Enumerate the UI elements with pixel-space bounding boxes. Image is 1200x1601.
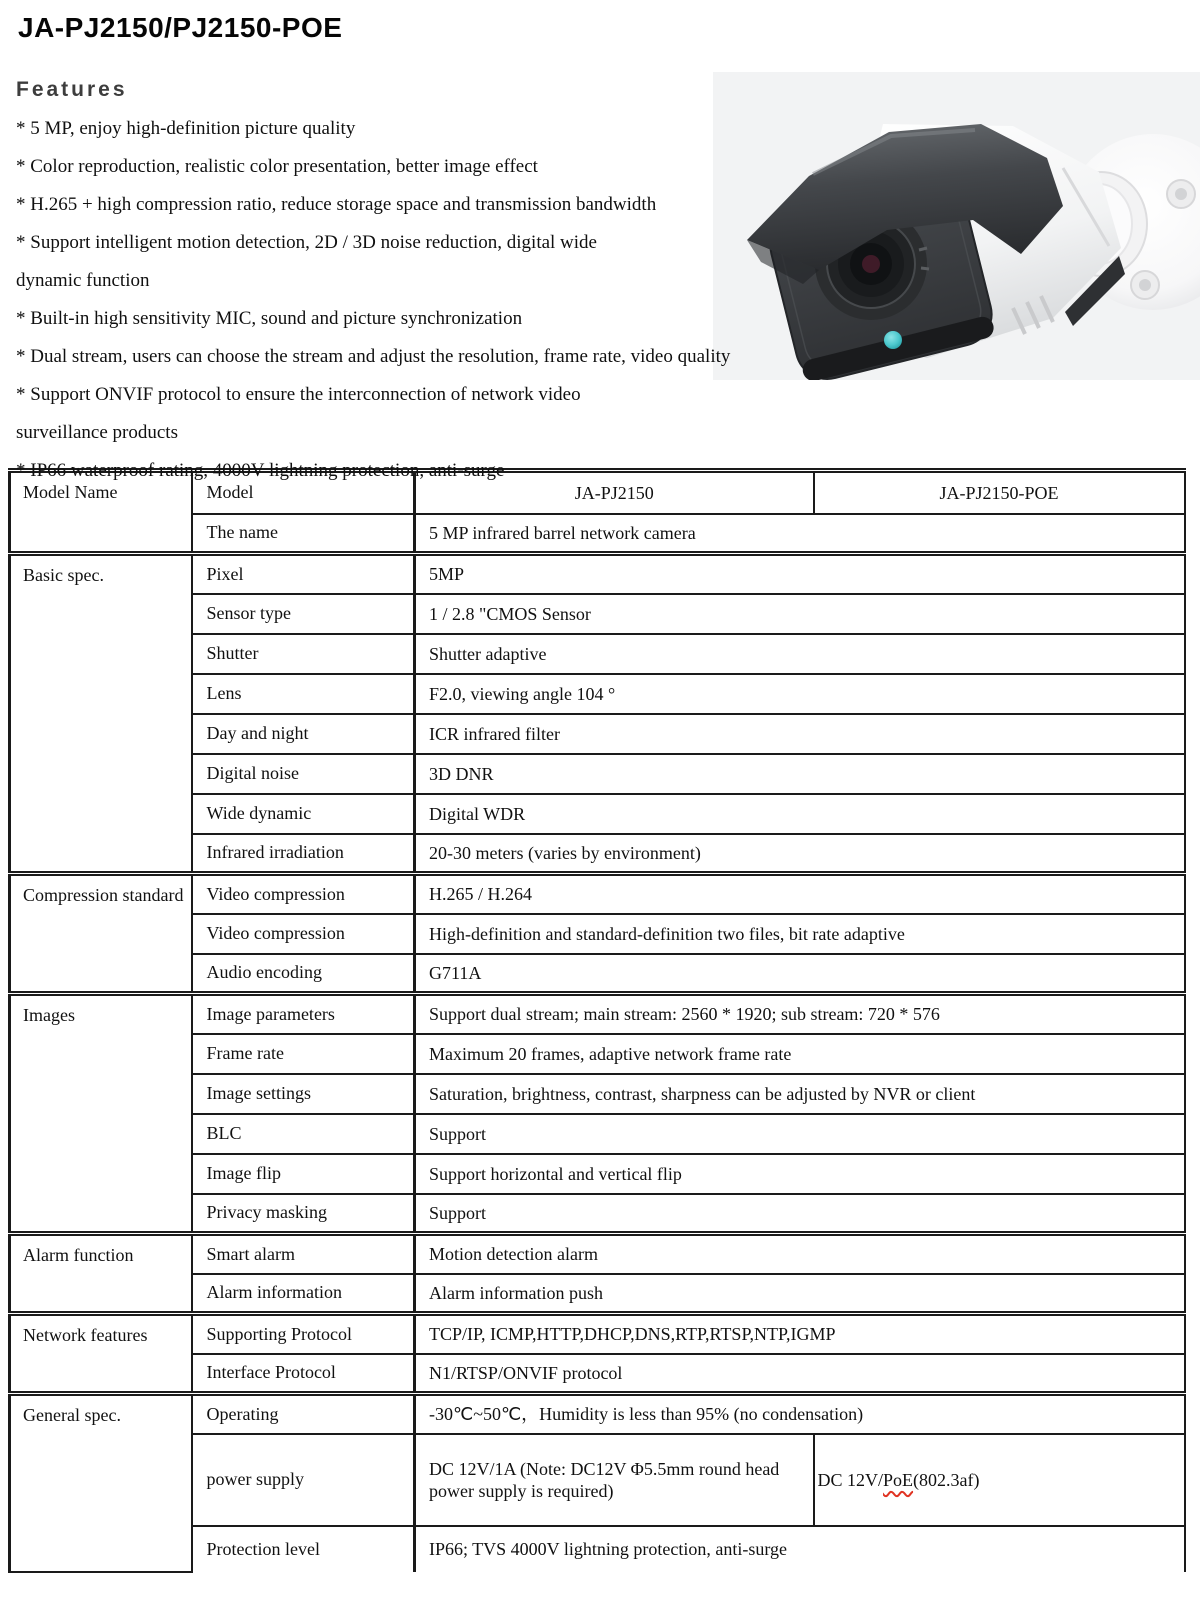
spec-label: Frame rate xyxy=(192,1034,415,1074)
spec-label: Image parameters xyxy=(192,994,415,1034)
feature-line: * Support ONVIF protocol to ensure the interconnection of network video xyxy=(16,384,581,405)
spec-label: Smart alarm xyxy=(192,1234,415,1274)
spec-value: Support xyxy=(415,1114,1185,1154)
spec-value: Digital WDR xyxy=(415,794,1185,834)
spec-value: IP66; TVS 4000V lightning protection, anti-surge xyxy=(415,1526,1185,1572)
spec-value: JA-PJ2150 xyxy=(415,471,814,514)
table-row xyxy=(10,994,1185,1034)
spec-value: N1/RTSP/ONVIF protocol xyxy=(415,1354,1185,1394)
spec-label: Shutter xyxy=(192,634,415,674)
spec-value: Motion detection alarm xyxy=(415,1234,1185,1274)
spec-value: Shutter adaptive xyxy=(415,634,1185,674)
spec-value: DC 12V/PoE(802.3af) xyxy=(814,1434,1185,1526)
spec-group-label: Alarm function xyxy=(10,1234,192,1314)
spellcheck-squiggle: PoE xyxy=(883,1469,914,1490)
status-led xyxy=(884,331,902,349)
spec-value: Support xyxy=(415,1194,1185,1234)
spec-value: 1 / 2.8 "CMOS Sensor xyxy=(415,594,1185,634)
table-row xyxy=(10,1314,1185,1354)
spec-label: Privacy masking xyxy=(192,1194,415,1234)
spec-value: Alarm information push xyxy=(415,1274,1185,1314)
feature-line: * H.265 + high compression ratio, reduce storage space and transmission bandwidth xyxy=(16,194,657,215)
spec-label: Alarm information xyxy=(192,1274,415,1314)
spec-label: Supporting Protocol xyxy=(192,1314,415,1354)
spec-value: -30℃~50℃，Humidity is less than 95% (no condensation) xyxy=(415,1394,1185,1434)
feature-line: * IP66 waterproof rating, 4000V lightning protection, anti-surge xyxy=(16,460,505,481)
spec-table xyxy=(8,468,1188,1573)
table-row xyxy=(10,1234,1185,1274)
page-title: JA-PJ2150/PJ2150-POE xyxy=(18,12,343,43)
spec-value: 5 MP infrared barrel network camera xyxy=(415,514,1185,554)
spec-label: Wide dynamic xyxy=(192,794,415,834)
spec-label: Interface Protocol xyxy=(192,1354,415,1394)
spec-group-label: Network features xyxy=(10,1314,192,1394)
spec-label: Sensor type xyxy=(192,594,415,634)
spec-group-label: Images xyxy=(10,994,192,1234)
feature-line: * Support intelligent motion detection, 2D / 3D noise reduction, digital wide xyxy=(16,232,597,253)
spec-label: The name xyxy=(192,514,415,554)
table-row xyxy=(10,554,1185,594)
spec-label: Image flip xyxy=(192,1154,415,1194)
feature-line: * Dual stream, users can choose the stream and adjust the resolution, frame rate, video quality xyxy=(16,346,731,367)
spec-value: 3D DNR xyxy=(415,754,1185,794)
spec-label: Infrared irradiation xyxy=(192,834,415,874)
spec-label: Image settings xyxy=(192,1074,415,1114)
spec-value: Maximum 20 frames, adaptive network frame rate xyxy=(415,1034,1185,1074)
spec-label: BLC xyxy=(192,1114,415,1154)
spec-value: H.265 / H.264 xyxy=(415,874,1185,914)
spec-group-label: General spec. xyxy=(10,1394,192,1572)
feature-line: * Color reproduction, realistic color presentation, better image effect xyxy=(16,156,538,177)
spec-value: 5MP xyxy=(415,554,1185,594)
spec-value: F2.0, viewing angle 104 ° xyxy=(415,674,1185,714)
spec-value: G711A xyxy=(415,954,1185,994)
spec-label: Model xyxy=(192,471,415,514)
feature-line: dynamic function xyxy=(16,270,150,291)
spec-label: Operating xyxy=(192,1394,415,1434)
spec-value: Support dual stream; main stream: 2560 * 1920; sub stream: 720 * 576 xyxy=(415,994,1185,1034)
feature-line: * Built-in high sensitivity MIC, sound and picture synchronization xyxy=(16,308,523,329)
spec-value: DC 12V/1A (Note: DC12V Φ5.5mm round head power supply is required) xyxy=(415,1434,814,1526)
spec-group-label: Basic spec. xyxy=(10,554,192,874)
spec-value: 20-30 meters (varies by environment) xyxy=(415,834,1185,874)
spec-label: Lens xyxy=(192,674,415,714)
spec-value: JA-PJ2150-POE xyxy=(814,471,1185,514)
spec-label: Protection level xyxy=(192,1526,415,1572)
spec-label: power supply xyxy=(192,1434,415,1526)
features-heading: Features xyxy=(16,78,128,101)
spec-value: ICR infrared filter xyxy=(415,714,1185,754)
spec-value: High-definition and standard-definition two files, bit rate adaptive xyxy=(415,914,1185,954)
feature-line: * 5 MP, enjoy high-definition picture quality xyxy=(16,118,356,139)
spec-value: Saturation, brightness, contrast, sharpness can be adjusted by NVR or client xyxy=(415,1074,1185,1114)
table-row xyxy=(10,1394,1185,1434)
spec-label: Pixel xyxy=(192,554,415,594)
spec-label: Day and night xyxy=(192,714,415,754)
spec-group-label: Compression standard xyxy=(10,874,192,994)
features-list xyxy=(16,110,806,490)
spec-value: Support horizontal and vertical flip xyxy=(415,1154,1185,1194)
spec-label: Video compression xyxy=(192,914,415,954)
feature-line: surveillance products xyxy=(16,422,178,443)
table-row xyxy=(10,874,1185,914)
spec-label: Audio encoding xyxy=(192,954,415,994)
spec-group-label: Model Name xyxy=(10,471,192,554)
spec-value: TCP/IP, ICMP,HTTP,DHCP,DNS,RTP,RTSP,NTP,IGMP xyxy=(415,1314,1185,1354)
spec-label: Video compression xyxy=(192,874,415,914)
spec-label: Digital noise xyxy=(192,754,415,794)
